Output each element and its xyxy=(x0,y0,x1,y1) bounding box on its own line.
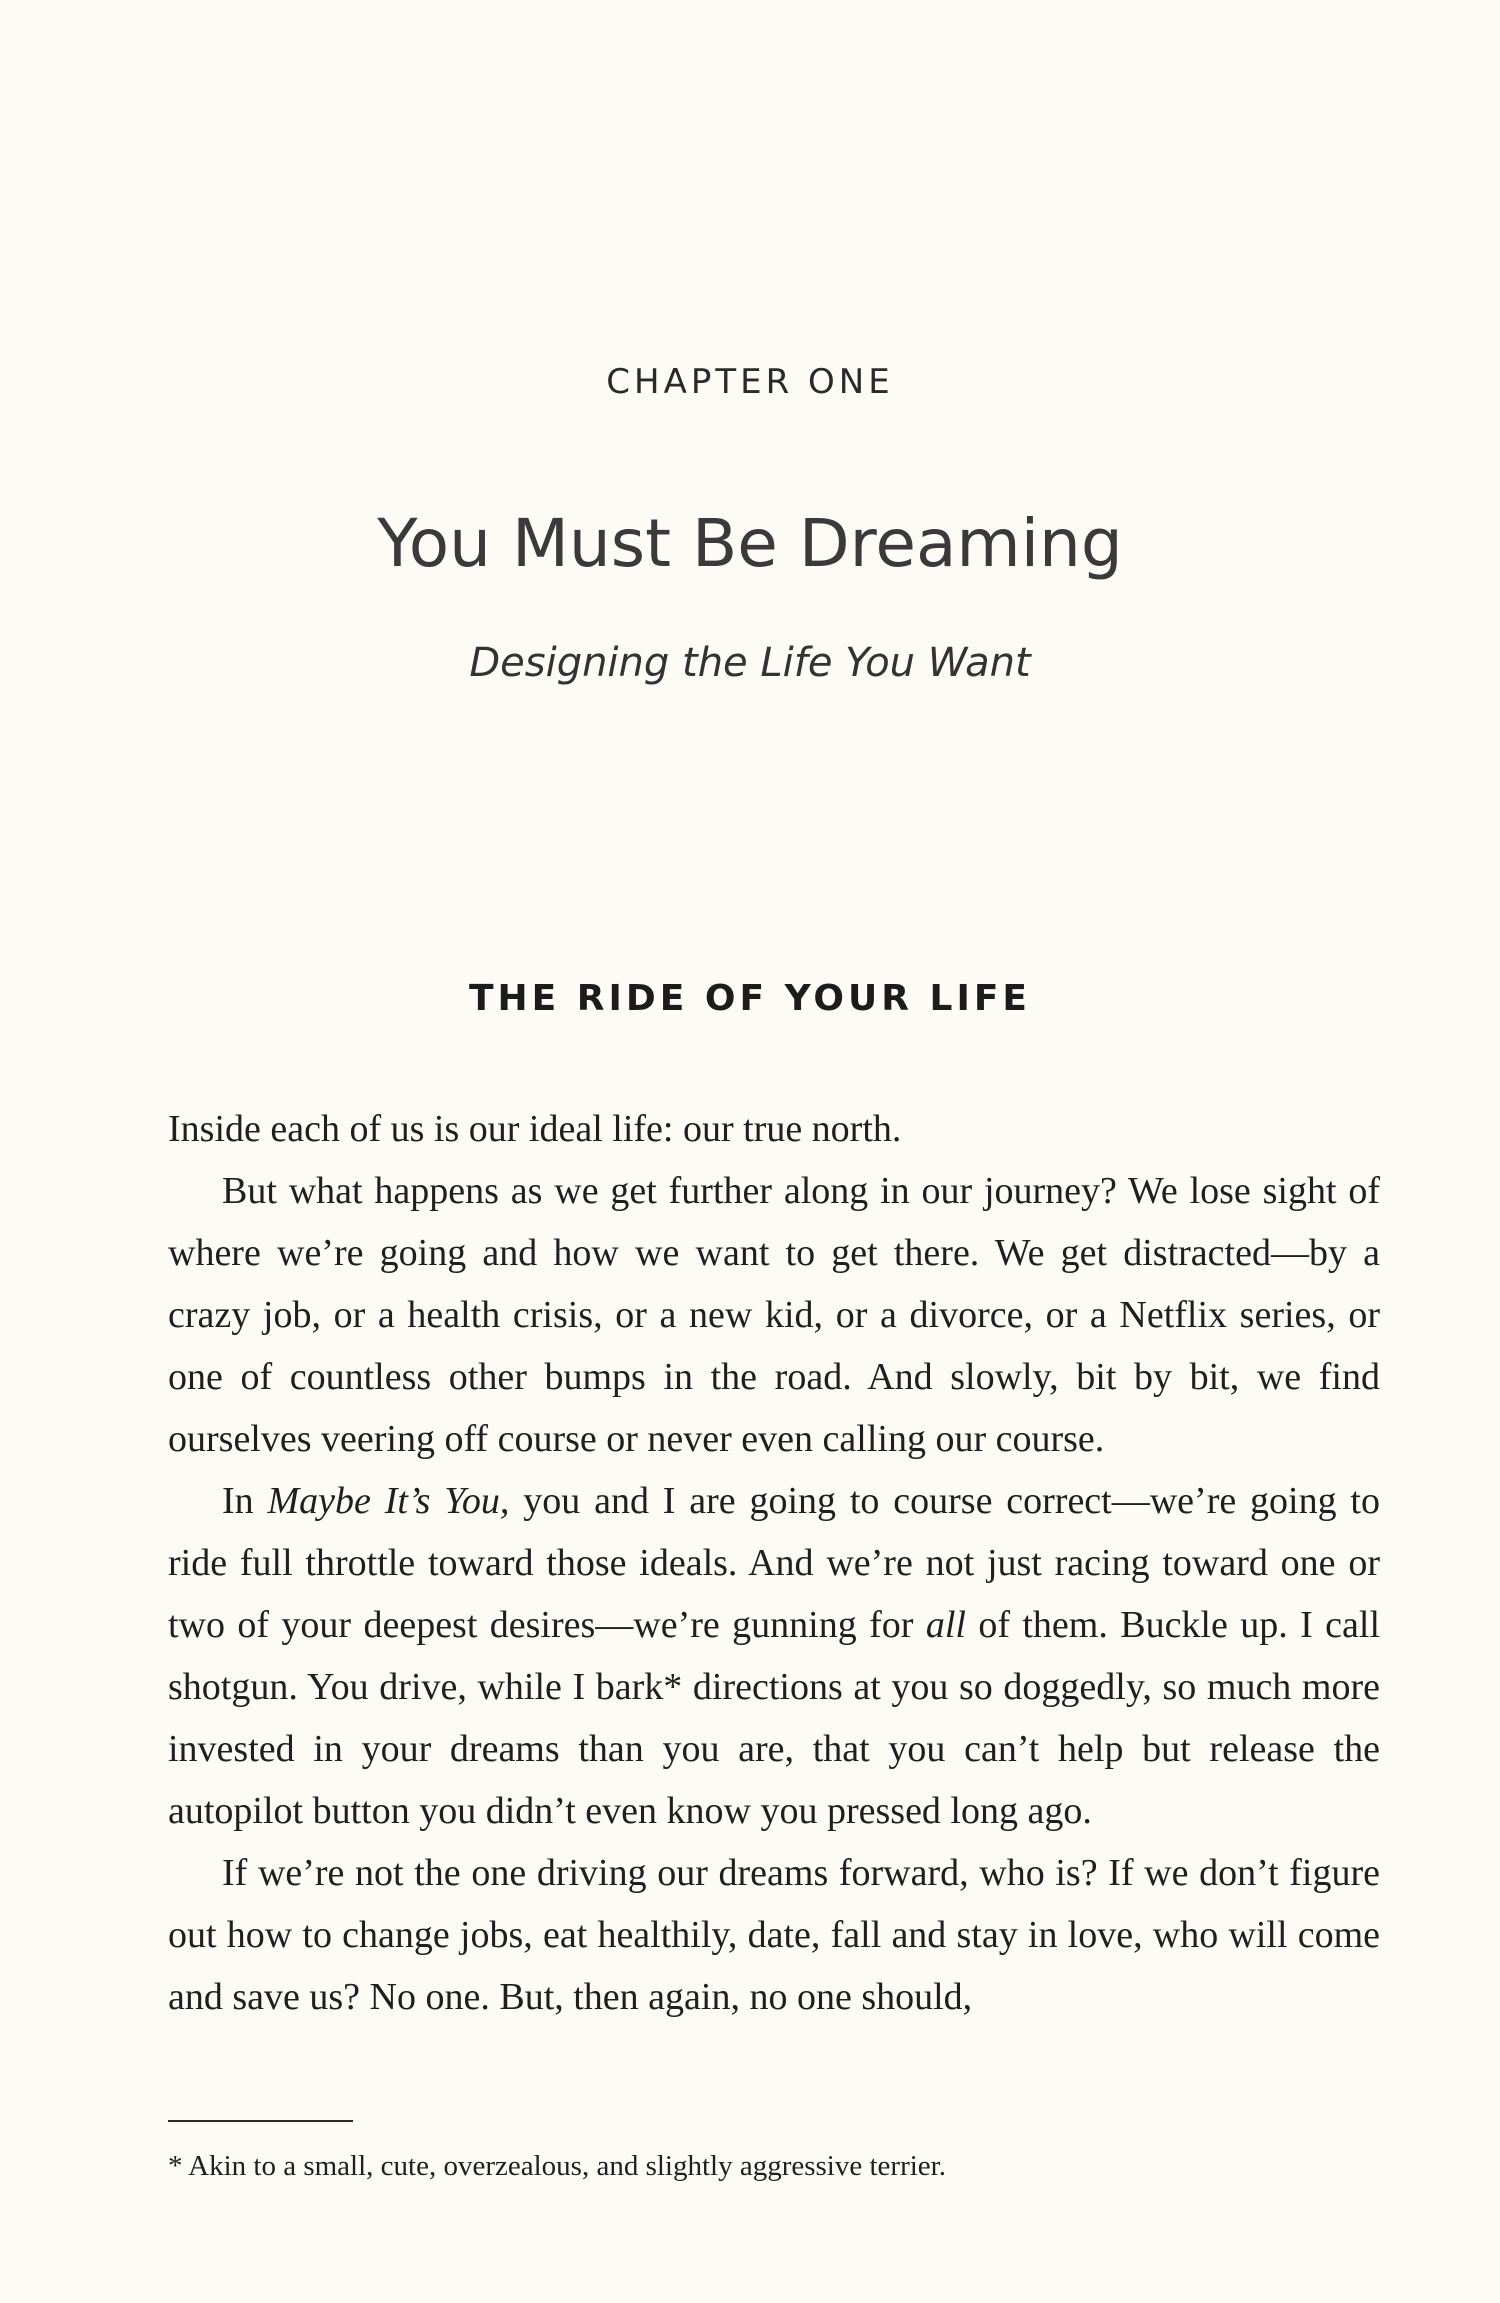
footnote: * Akin to a small, cute, overzealous, and slightly aggressive terrier. xyxy=(168,2150,946,2182)
footnote-divider xyxy=(168,2120,353,2122)
chapter-label: CHAPTER ONE xyxy=(606,362,894,402)
book-title: Maybe It’s You, xyxy=(267,1480,510,1522)
paragraph-3-middle: you and I are going to course correct—we’re going to ride full throttle toward those ideals. And we’re not just racing toward one or two of your deepest desires—we’re gunning for xyxy=(168,1480,1380,1646)
chapter-title: You Must Be Dreaming xyxy=(377,505,1123,582)
paragraph-3-before: In xyxy=(222,1480,268,1522)
paragraph-3 xyxy=(168,1470,1380,1842)
emphasis-all: all xyxy=(925,1604,966,1646)
paragraph-4: If we’re not the one driving our dreams forward, who is? If we don’t figure out how to change jobs, eat healthily, date, fall and stay in love, who will come and save us? No one. But, then again, no one should, xyxy=(168,1852,1380,2018)
body-text xyxy=(168,1098,1380,2028)
paragraph-3-after: of them. Buckle up. I call shotgun. You drive, while I bark* directions at you so doggedly, so much more invested in your dreams than you are, that you can’t help but release the autopilot button you didn’t even know you pressed long ago. xyxy=(168,1604,1381,1832)
paragraph-1: Inside each of us is our ideal life: our true north. xyxy=(168,1108,902,1150)
chapter-subtitle: Designing the Life You Want xyxy=(469,640,1031,686)
paragraph-2: But what happens as we get further along in our journey? We lose sight of where we’re going and how we want to get there. We get distracted—by a crazy job, or a health crisis, or a new kid, or a divorce, or a Netflix series, or one of countless other bumps in the road. And slowly, bit by bit, we find ourselves veering off course or never even calling our course. xyxy=(168,1170,1380,1460)
section-heading: THE RIDE OF YOUR LIFE xyxy=(468,978,1032,1019)
